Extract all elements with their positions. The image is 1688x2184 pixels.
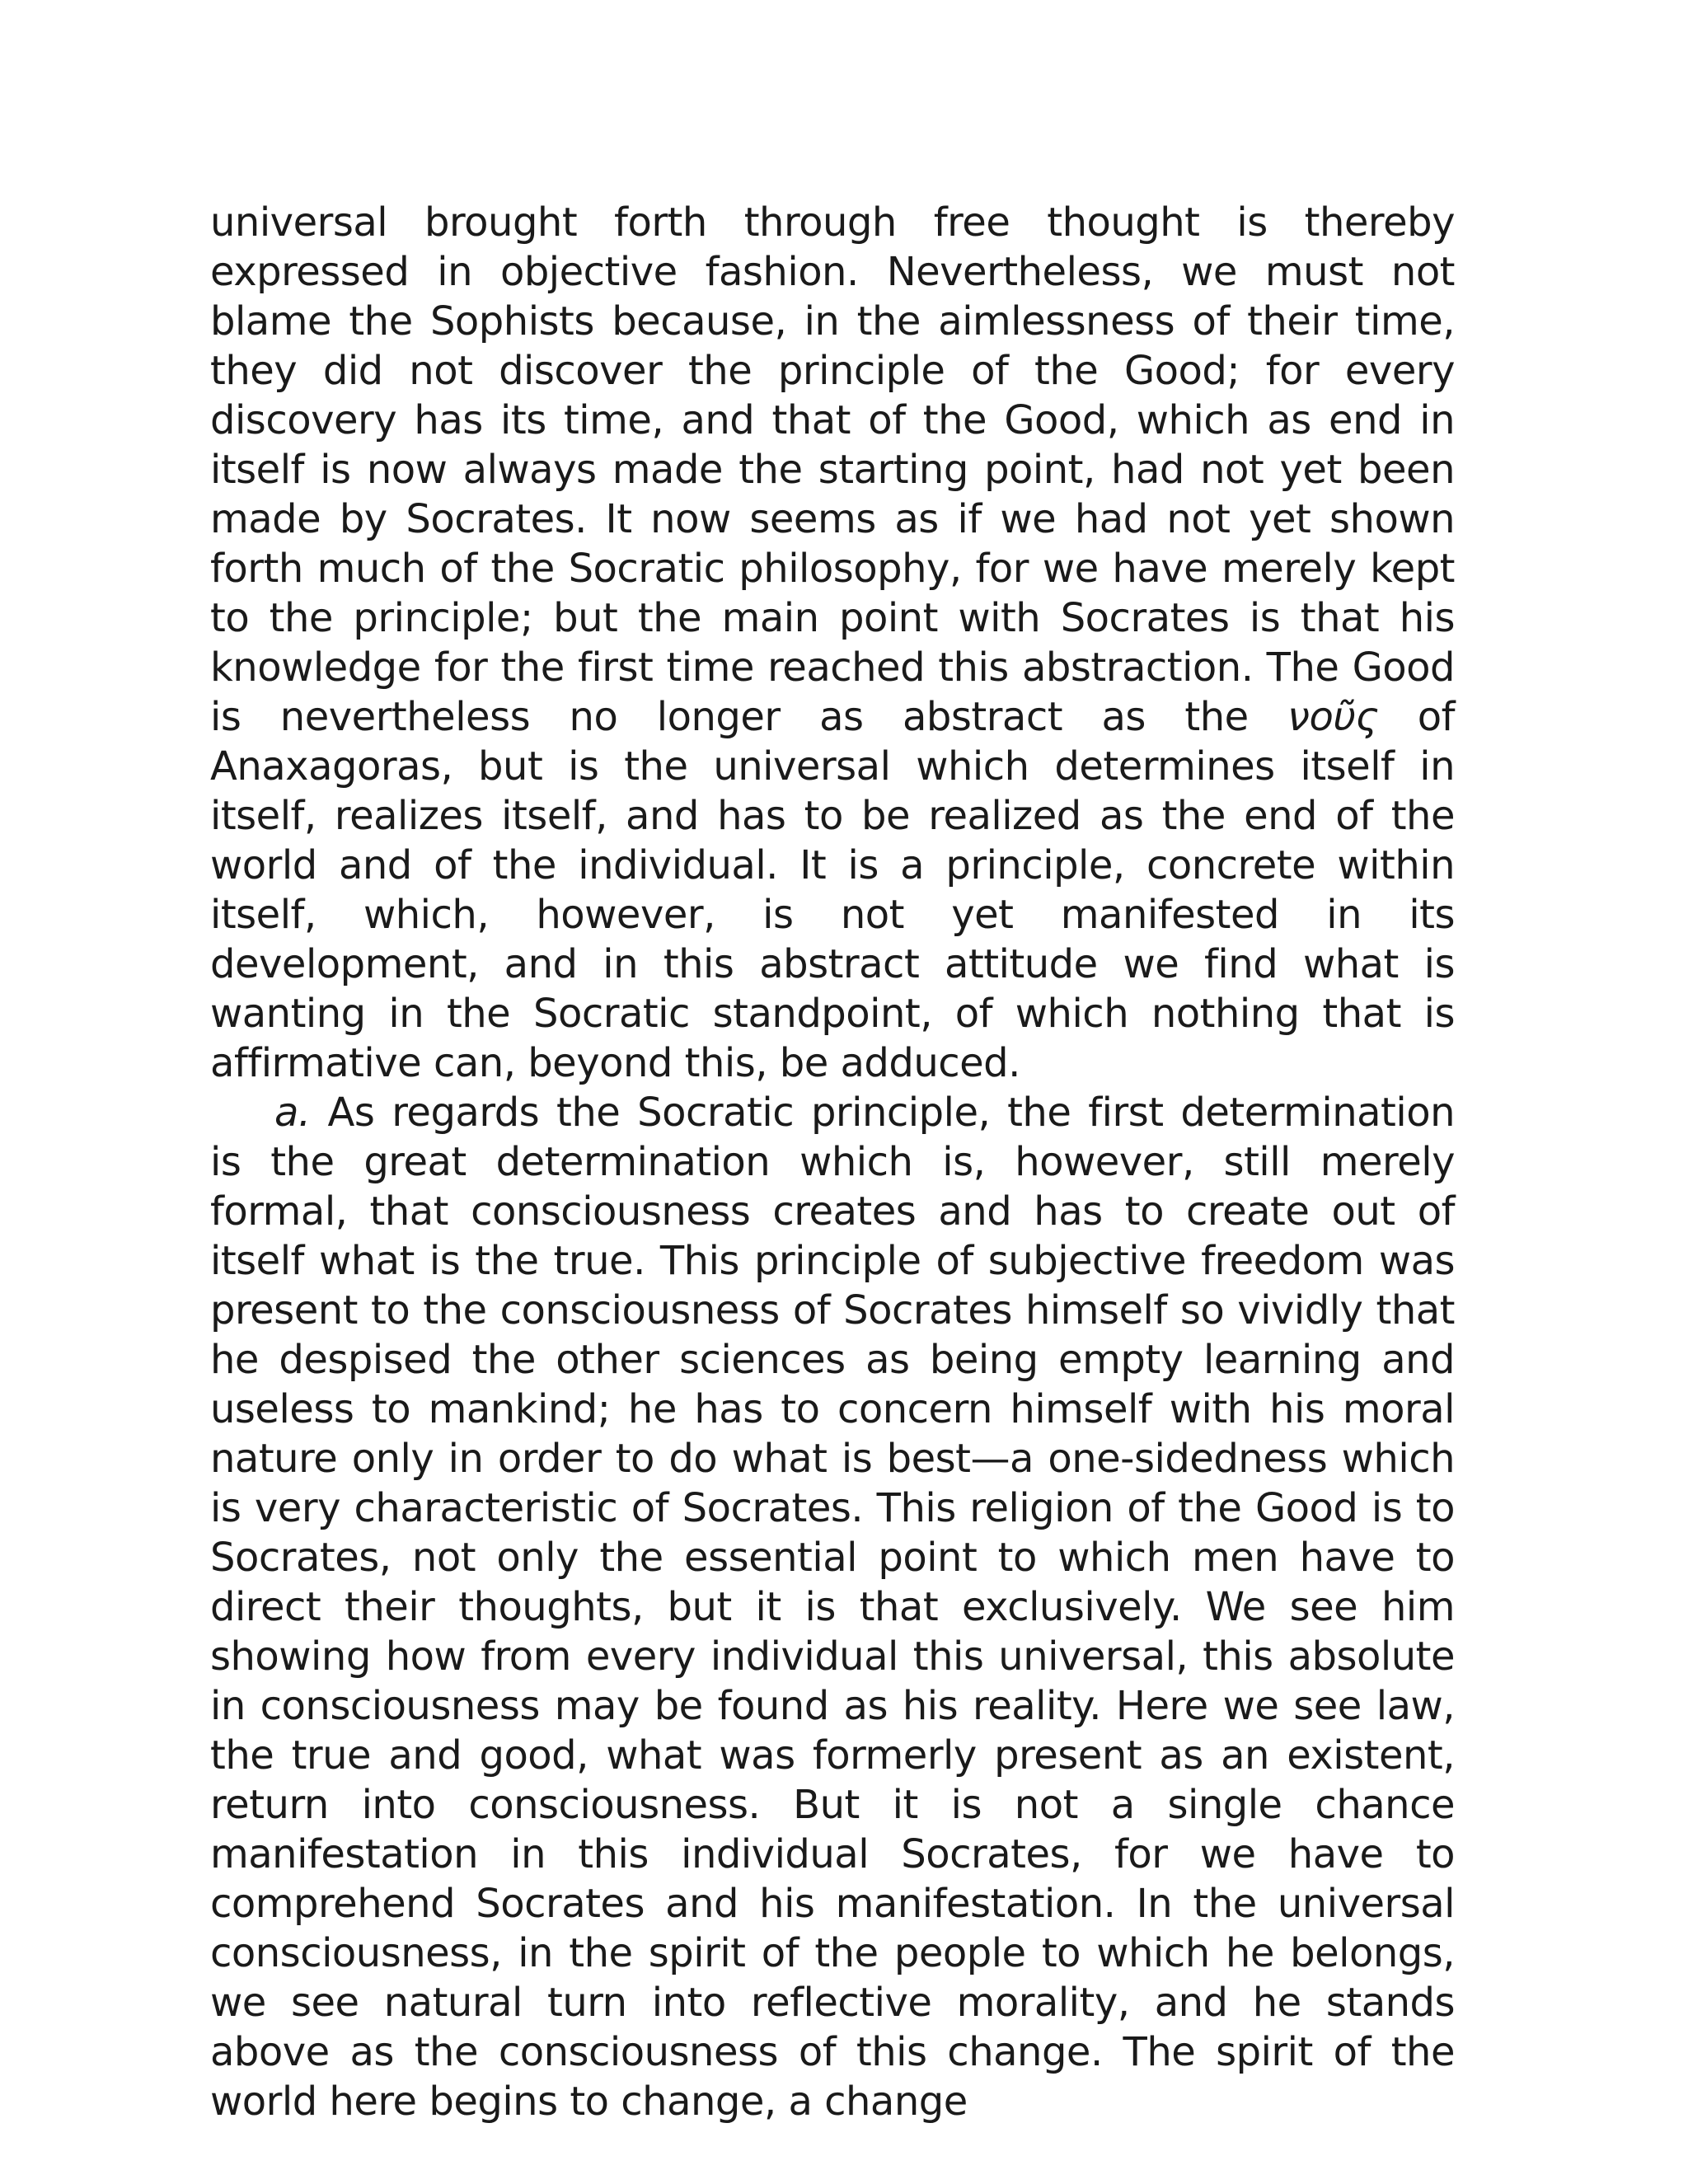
greek-term-nous: νοῦς	[1287, 694, 1379, 740]
paragraph-1-text-a: universal brought forth through free thought is thereby expressed in objective fashion. Nevertheless, we must not blame the Sophists because, in the aimlessness of their time, they did not discover the principle of the Good; for every discovery has its time, and that of the Good, which as end in itself is now always made the starting point, had not yet been made by Socrates. It now seems as if we had not yet shown forth much of the Socratic philosophy, for we have merely kept to the principle; but the main point with Socrates is that his knowledge for the first time reached this abstraction. The Good is nevertheless no longer as abstract as the	[210, 199, 1455, 740]
section-marker-a: a.	[274, 1090, 311, 1136]
document-page	[210, 198, 1455, 2126]
paragraph-2	[210, 1088, 1455, 2126]
paragraph-2-text: As regards the Socratic principle, the first determination is the great determination which is, however, still merely formal, that consciousness creates and has to create out of itself what is the true. This principle of subjective freedom was present to the consciousness of Socrates himself so vividly that he despised the other sciences as being empty learning and useless to mankind; he has to concern himself with his moral nature only in order to do what is best—a one-sidedness which is very characteristic of Socrates. This religion of the Good is to Socrates, not only the essential point to which men have to direct their thoughts, but it is that exclusively. We see him showing how from every individual this universal, this absolute in consciousness may be found as his reality. Here we see law, the true and good, what was formerly present as an existent, return into consciousness. But it is not a single chance manifestation in this individual Socrates, for we have to comprehend Socrates and his manifestation. In the universal consciousness, in the spirit of the people to which he belongs, we see natural turn into reflective morality, and he stands above as the consciousness of this change. The spirit of the world here begins to change, a change	[210, 1090, 1455, 2125]
paragraph-1	[210, 198, 1455, 1088]
paragraph-1-text-b: of Anaxagoras, but is the universal which determines itself in itself, realizes itself, and has to be realized as the end of the world and of the individual. It is a principle, concrete within itself, which, however, is not yet manifested in its development, and in this abstract attitude we find what is wanting in the Socratic standpoint, of which nothing that is affirmative can, beyond this, be adduced.	[210, 694, 1455, 1086]
